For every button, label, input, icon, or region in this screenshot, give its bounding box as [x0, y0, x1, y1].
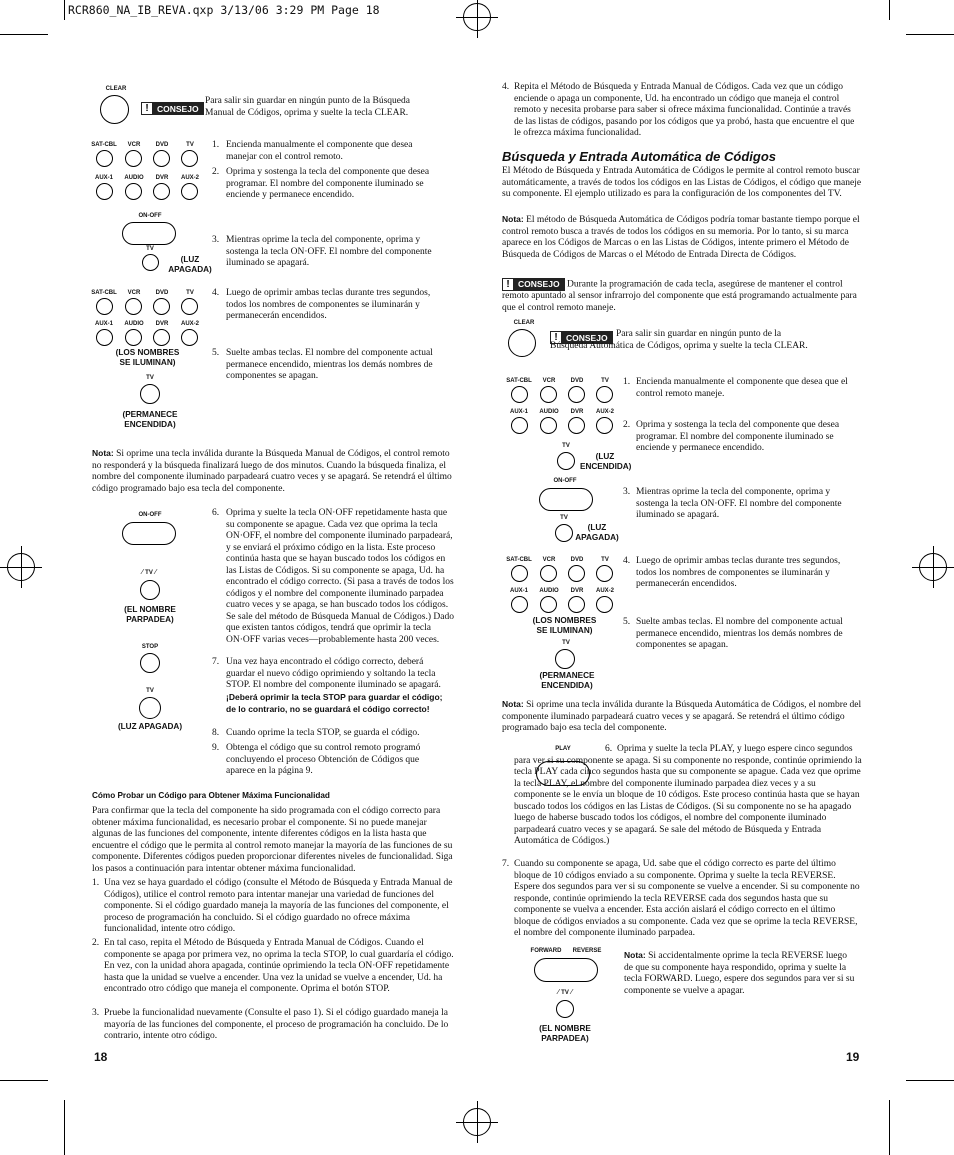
clear-button[interactable]	[100, 95, 129, 124]
step-text: Oprima y sostenga la tecla del componente que desea programar. El nombre del componente iluminado se enciende y permanece encendido.	[226, 167, 430, 200]
on-off-button[interactable]	[122, 522, 176, 545]
list-item: Una vez se haya guardado el código (consulte el Método de Búsqueda y Entrada Manual de Códigos), utilice el control remoto para intentar manejar una variedad de funciones del componente. Si el código guardado maneja la mayoría de las funciones del componente, el proceso de programación ha concluido. Si el código guardado no ofrece máxima funcionalidad, intente otro código.	[104, 878, 453, 934]
caption: (PERMANECE ENCENDIDA)	[122, 410, 178, 429]
dvd-button[interactable]	[153, 298, 170, 315]
note-text: Nota: El método de Búsqueda Automática de Códigos podría tomar bastante tiempo porque el control remoto busca a través de todos los códigos en su memoria. Por lo tanto, si su marca aparece en los Códigos de Marcas o en las Listas de Códigos, intente primero el Método de Búsqueda de Códigos de Marcas o el Método de Entrada Directa de Códigos.	[502, 214, 860, 260]
step-text: Mientras oprime la tecla del componente, oprima y sostenga la tecla ON·OFF. El nombre del componente iluminado se apagará.	[636, 487, 842, 520]
tv-button[interactable]	[181, 298, 198, 315]
tv-button[interactable]	[555, 649, 575, 669]
clear-button[interactable]	[508, 329, 536, 357]
aux2-button[interactable]	[181, 183, 198, 200]
note-text: Nota: Si oprime una tecla inválida durante la Búsqueda Manual de Códigos, el control remoto no responderá y la búsqueda finalizará luego de dos minutos. Cuando la búsqueda finaliza, el nombre del componente iluminado parpadeará cuatro veces y se apagará. Se retendrá el último código programado bajo esa tecla del componente.	[92, 448, 452, 494]
step-text: Oprima y suelte la tecla PLAY, y luego espere cinco segundos para ver si su componente se apaga. Si su componente no responde, continúe oprimiendo la tecla PLAY cada cinco segundos hasta que su componente se apague. Cada vez que oprime la tecla PLAY, el nombre del componente iluminado parpadea diez veces y a su componente se le envía un bloque de 10 códigos. Este proceso continúa hasta que se hayan buscado todos los códigos en las Listas de Códigos. (Si su componente no se ha apagado luego de haberse buscado todos los códigos, el nombre del componente iluminado parpadeará cuatro veces y se apagará. Se sale del método de Búsqueda y Entrada Automática de Códigos.)	[514, 744, 862, 846]
consejo-badge: ! CONSEJO	[550, 325, 613, 344]
tv-button[interactable]	[140, 384, 160, 404]
list-item: En tal caso, repita el Método de Búsqueda y Entrada Manual de Códigos. Cuando el componente se apaga por primera vez, no oprima la tecla STOP, lo cual guardaría el código. En vez, con la unidad ahora apagada, continúe oprimiendo la tecla ON·OFF repetidamente hasta que la unidad se vuelve a encender. Una vez la unidad se vuelve a encender, Ud. ha encontrado otro código que maneja el componente. Oprima el botón STOP.	[104, 938, 454, 994]
crop-mark	[889, 0, 890, 20]
step-text: Suelte ambas teclas. El nombre del componente actual permanece encendido, mientras los demás nombres de componentes se apagan.	[636, 617, 843, 650]
blink-rays-icon: ⁄ TV ⁄	[557, 988, 573, 996]
step-text: Luego de oprimir ambas teclas durante tres segundos, todos los nombres de componentes se iluminarán y permanecerán encendidos.	[226, 288, 431, 321]
aux1-button[interactable]	[96, 183, 113, 200]
page-number: 19	[846, 1050, 860, 1064]
caption: (EL NOMBRE PARPADEA)	[539, 1024, 591, 1043]
crop-mark	[906, 1080, 954, 1081]
audio-button[interactable]	[125, 329, 142, 346]
caption: (PERMANECE ENCENDIDA)	[539, 671, 595, 690]
aux2-button[interactable]	[596, 417, 613, 434]
crop-mark	[0, 1080, 48, 1081]
caption: (LOS NOMBRES SE ILUMINAN)	[115, 348, 180, 367]
tv-button[interactable]	[140, 580, 160, 600]
registration-mark-icon	[919, 553, 947, 581]
caption: (LUZ APAGADA)	[117, 722, 183, 731]
component-key-grid: SAT-CBL VCR DVD TV AUX-1 AUDIO DVR AUX-2	[505, 378, 620, 438]
section-subheading: Cómo Probar un Código para Obtener Máxima Funcionalidad	[92, 791, 330, 800]
vcr-button[interactable]	[540, 565, 557, 582]
registration-mark-icon	[463, 3, 491, 31]
crop-mark	[889, 1100, 890, 1155]
aux2-button[interactable]	[596, 596, 613, 613]
crop-mark	[64, 0, 65, 20]
tip-text: Para salir sin guardar en ningún punto de la Búsqueda Manual de Códigos, oprima y suelte la tecla CLEAR.	[205, 96, 410, 118]
caption: (LOS NOMBRES SE ILUMINAN)	[532, 616, 597, 635]
audio-button[interactable]	[540, 417, 557, 434]
crop-mark	[64, 1100, 65, 1155]
step-text: Encienda manualmente el componente que desea manejar con el control remoto.	[226, 140, 413, 162]
aux1-button[interactable]	[96, 329, 113, 346]
tv-button[interactable]	[596, 386, 613, 403]
tv-button[interactable]	[556, 1000, 574, 1018]
audio-button[interactable]	[125, 183, 142, 200]
caption: (EL NOMBRE PARPADEA)	[124, 605, 176, 624]
tv-button[interactable]	[557, 452, 575, 470]
tv-button[interactable]	[139, 697, 161, 719]
list-item: Pruebe la funcionalidad nuevamente (Consulte el paso 1). Si el código guardado maneja la mayoría de las funciones del componente, el proceso de programación ha concluido. De lo contrario, intente otro código.	[104, 1008, 449, 1041]
on-off-button[interactable]	[539, 488, 593, 511]
dvd-button[interactable]	[568, 565, 585, 582]
dvd-button[interactable]	[568, 386, 585, 403]
caption: (LUZ APAGADA)	[168, 255, 212, 274]
stop-button[interactable]	[140, 653, 160, 673]
registration-mark-icon	[7, 553, 35, 581]
paragraph: Para confirmar que la tecla del componente ha sido programada con el código correcto para obtener máxima funcionalidad, es necesario probar el componente. Si no puede manejar algunas de las funciones del componente, intente diferentes códigos en la lista hasta que encuentre el código que le permita al control remoto manejar la mayoría de las funciones de su componente. Diferentes códigos pueden proporcionar diferentes niveles de funcionalidad. Siga los pasos a continuación para intentar obtener máxima funcionalidad.	[92, 806, 453, 874]
page-number: 18	[94, 1050, 108, 1064]
clear-key-label: CLEAR	[105, 86, 127, 92]
print-slug: RCR860_NA_IB_REVA.qxp 3/13/06 3:29 PM Page 18	[68, 3, 380, 17]
consejo-badge: ! CONSEJO	[141, 96, 204, 115]
step-text: Oprima y suelte la tecla ON·OFF repetidamente hasta que su componente se apague. Cada vez que oprima la tecla ON·OFF, el nombre del componente iluminado parpadeará, y se enviará el próximo código en la lista. Este proceso continúa hasta que se hayan buscado todos los códigos en las Listas de Códigos. Si su componente se apaga, Ud. ha encontrado el código correcto. (Si pasa a través de todos los códigos y el nombre del componente iluminado parpadea cuatro veces y se apaga, se han buscado todos los códigos. Se sale del método de Búsqueda Manual de Códigos.) Dado que existen tantos códigos, tendrá que oprimir la tecla ON·OFF varias veces—probablemente hasta 200 veces.	[226, 508, 454, 645]
sat-cbl-button[interactable]	[96, 150, 113, 167]
paragraph: El Método de Búsqueda y Entrada Automática de Códigos le permite al control remoto buscar automáticamente, a través de todos los códigos en las Listas de Códigos, el código que maneje su componente. El ejemplo utilizado es para la configuración de los componentes del TV.	[502, 166, 862, 199]
note-text: Nota: Si accidentalmente oprime la tecla REVERSE luego de que su componente haya respondido, oprima y suelte la tecla FORWARD. Luego, espere dos segundos para ver si su componente se vuelve a apagar.	[624, 950, 855, 996]
tv-button[interactable]	[181, 150, 198, 167]
dvr-button[interactable]	[153, 329, 170, 346]
aux1-button[interactable]	[511, 596, 528, 613]
tv-button[interactable]	[555, 524, 573, 542]
sat-cbl-button[interactable]	[511, 386, 528, 403]
vcr-button[interactable]	[540, 386, 557, 403]
step-text: Oprima y sostenga la tecla del componente que desea programar. El nombre del componente iluminado se enciende y permanece encendido.	[636, 420, 840, 453]
tv-button[interactable]	[596, 565, 613, 582]
aux1-button[interactable]	[511, 417, 528, 434]
component-key-grid: SAT-CBL VCR DVD TV AUX-1 AUDIO DVR AUX-2	[90, 290, 205, 350]
sat-cbl-button[interactable]	[511, 565, 528, 582]
step-text: Encienda manualmente el componente que desea que el control remoto maneje.	[636, 377, 848, 399]
vcr-button[interactable]	[125, 298, 142, 315]
step-text: Repita el Método de Búsqueda y Entrada Manual de Códigos. Cada vez que un código enciende o apaga un componente, Ud. ha encontrado un código que maneja el control remoto y necesita probarse para saber si ofrece máxima funcionalidad. Continúe a través de las listas de códigos, pasando por los códigos que ya probó, hasta que encuentre el que le ofrezca máxima funcionalidad.	[514, 82, 855, 138]
aux2-button[interactable]	[181, 329, 198, 346]
step-text: Una vez haya encontrado el código correcto, deberá guardar el nuevo código oprimiendo y soltando la tecla STOP. El nombre del componente iluminado se apagará. ¡Deberá oprimir la tecla STOP para guardar el código; de lo contrario, no se guardará el código correcto!	[226, 657, 443, 714]
step-text: Luego de oprimir ambas teclas durante tres segundos, todos los nombres de componentes se iluminarán y permanecerán encendidos.	[636, 556, 841, 589]
vcr-button[interactable]	[125, 150, 142, 167]
tv-button[interactable]	[142, 254, 159, 271]
crop-mark	[0, 34, 48, 35]
component-key-grid: SAT-CBL VCR DVD TV AUX-1 AUDIO DVR AUX-2	[505, 557, 620, 617]
step-text: Cuando su componente se apaga, Ud. sabe que el código correcto es parte del último bloque de 10 códigos enviado a su componente. Oprima y suelte la tecla REVERSE. Espere dos segundos para ver si su componente se vuelve a encender. Si su componente no responde, continúe oprimiendo la tecla REVERSE cada dos segundos hasta que su componente se vuelva a encender. Esta acción aislará el código correcto en el último bloque de códigos enviados a su componente. Cada vez que se oprime la tecla REVERSE, el nombre del componente iluminado parpadea.	[514, 859, 860, 938]
crop-mark	[906, 34, 954, 35]
audio-button[interactable]	[540, 596, 557, 613]
caption: (LUZ APAGADA)	[575, 523, 619, 542]
caption: (LUZ ENCENDIDA)	[580, 452, 632, 471]
tip-text: ! CONSEJO Durante la programación de cada tecla, asegúrese de mantener el control remoto apuntado al sensor infrarrojo del componente que está programando actualmente para que el control remoto maneje.	[502, 278, 857, 313]
dvr-button[interactable]	[568, 417, 585, 434]
registration-mark-icon	[463, 1108, 491, 1136]
blink-rays-icon: ⁄ TV ⁄	[141, 568, 157, 576]
tip-text: Para salir sin guardar en ningún punto de la Búsqueda Automática de Códigos, oprima y suelte la tecla CLEAR.	[550, 329, 808, 351]
on-off-button[interactable]	[122, 222, 176, 245]
step-text: Suelte ambas teclas. El nombre del componente actual permanece encendido, mientras los demás nombres de componentes se apagan.	[226, 348, 433, 381]
step-text: Obtenga el código que su control remoto programó concluyendo el proceso Obtención de Códigos que aparece en la página 9.	[226, 743, 421, 776]
sat-cbl-button[interactable]	[96, 298, 113, 315]
step-text: Cuando oprime la tecla STOP, se guarda el código.	[226, 728, 420, 738]
note-text: Nota: Si oprime una tecla inválida durante la Búsqueda Automática de Códigos, el nombre del componente iluminado parpadeará cuatro veces y se apagará. Se retendrá el último código programado bajo esa tecla del componente.	[502, 699, 862, 733]
section-heading: Búsqueda y Entrada Automática de Códigos	[502, 149, 777, 164]
dvr-button[interactable]	[153, 183, 170, 200]
dvd-button[interactable]	[153, 150, 170, 167]
forward-reverse-rocker[interactable]	[534, 958, 598, 982]
dvr-button[interactable]	[568, 596, 585, 613]
step-text: Mientras oprime la tecla del componente, oprima y sostenga la tecla ON·OFF. El nombre del componente iluminado se apagará.	[226, 235, 432, 268]
component-key-grid: SAT-CBL VCR DVD TV AUX-1 AUDIO DVR AUX-2	[90, 142, 205, 202]
